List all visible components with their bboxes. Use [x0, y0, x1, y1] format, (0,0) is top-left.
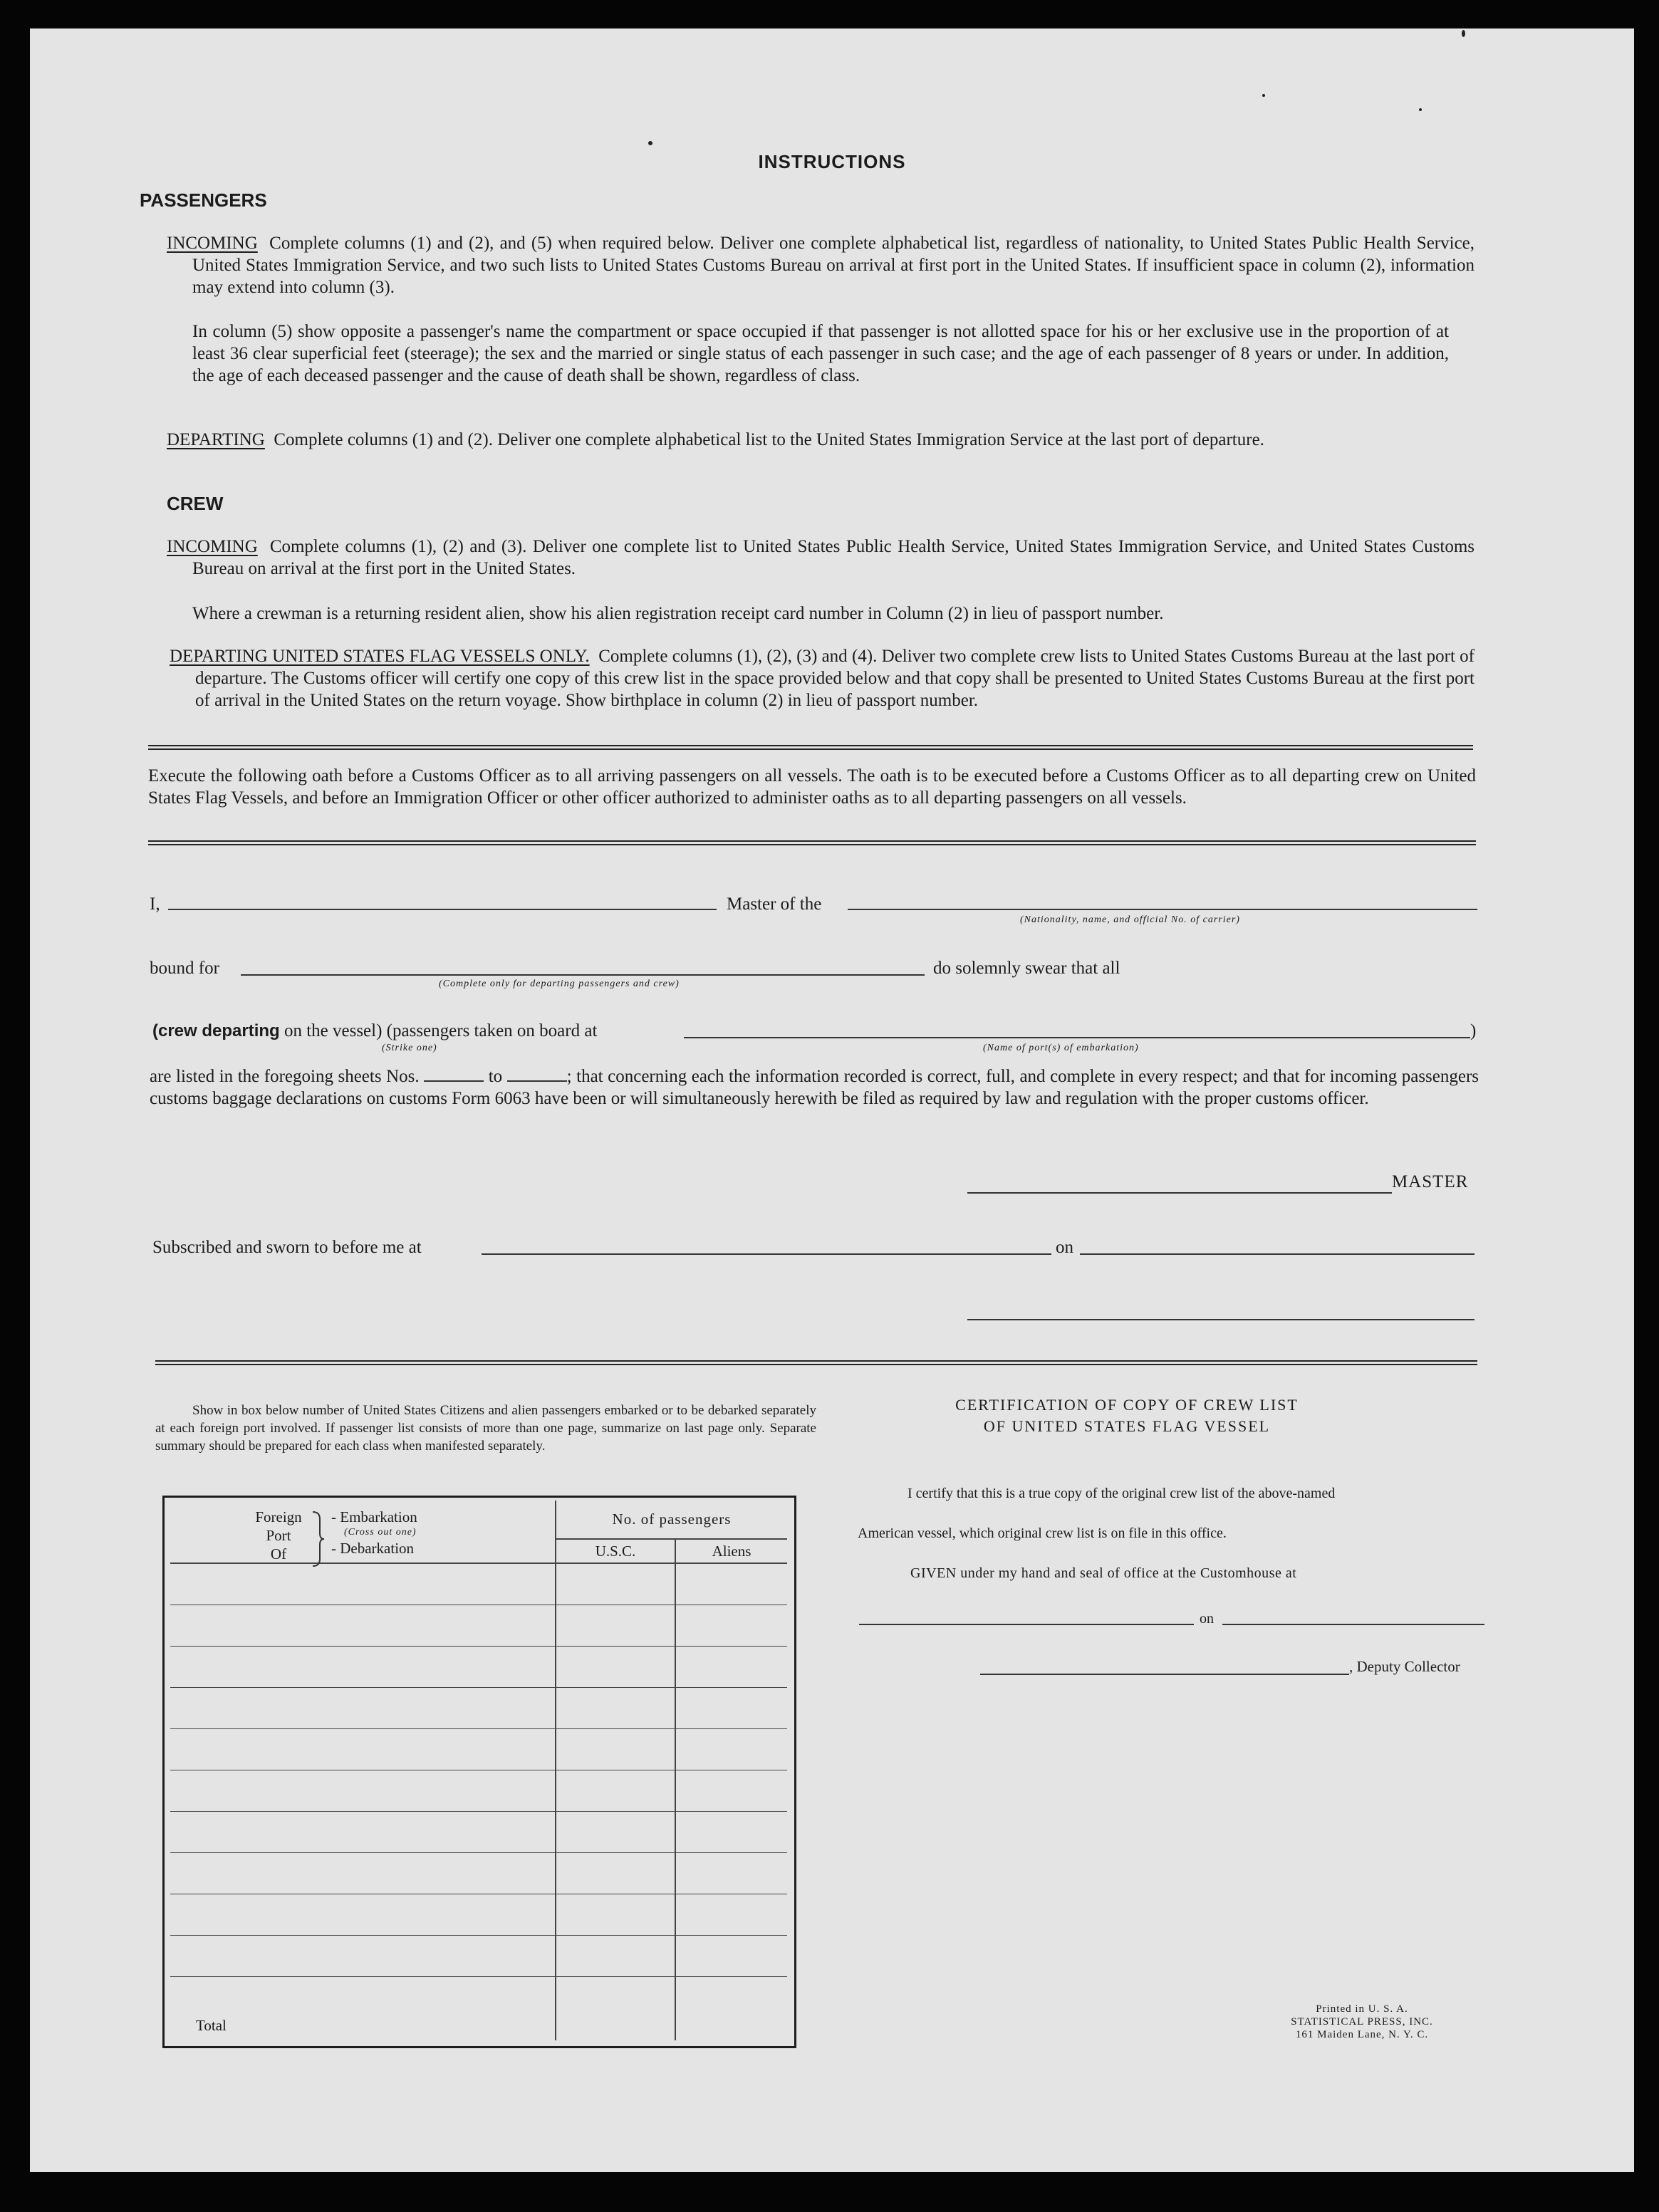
listed-suffix: ; that concerning each the information recorded is correct, full, and complete in every respect; and that for incoming passengers customs baggage declarations on customs Form 6063 have been or will simultaneously herewith be filed as required by law and regulation with the proper customs officer.	[150, 1067, 1479, 1108]
oath-intro: Execute the following oath before a Customs Officer as to all arriving passengers on all vessels. The oath is to be executed before a Customs Officer as to all departing crew on United States Flag Vessels, and before an Immigration Officer or other officer authorized to administer oaths as to all departing passengers on all vessels.	[148, 766, 1476, 808]
deputy-collector-label: , Deputy Collector	[1349, 1658, 1460, 1675]
usc-header: U.S.C.	[556, 1539, 675, 1563]
crew-incoming-label: INCOMING	[167, 537, 258, 556]
embarkation-option[interactable]: - Embarkation	[331, 1508, 417, 1525]
certification-date-field[interactable]	[1222, 1624, 1484, 1625]
complete-only-caption: (Complete only for departing passengers and crew)	[439, 979, 680, 989]
printer-imprint	[1269, 2003, 1455, 2041]
sworn-place-field[interactable]	[482, 1253, 1051, 1255]
to-word: to	[488, 1067, 503, 1086]
cross-out-caption: (Cross out one)	[344, 1527, 417, 1538]
section-divider	[155, 1360, 1477, 1365]
i-label: I,	[150, 894, 160, 914]
dust-speck	[1462, 30, 1465, 37]
foreign-label: Foreign	[255, 1508, 302, 1525]
table-row	[170, 1811, 787, 1852]
aliens-cell[interactable]	[675, 1852, 787, 1894]
port-cell[interactable]	[170, 1687, 556, 1728]
passenger-summary-box	[162, 1496, 796, 2048]
sworn-date-field[interactable]	[1080, 1253, 1475, 1255]
crew-departing-option[interactable]: (crew departing	[152, 1021, 280, 1040]
usc-cell[interactable]	[556, 1605, 675, 1646]
usc-total-cell[interactable]	[556, 1976, 675, 2040]
port-cell[interactable]	[170, 1605, 556, 1646]
table-row	[170, 1563, 787, 1605]
crew-heading: CREW	[167, 493, 224, 514]
port-cell[interactable]	[170, 1852, 556, 1894]
usc-cell[interactable]	[556, 1894, 675, 1935]
aliens-cell[interactable]	[675, 1563, 787, 1605]
brace-icon	[311, 1511, 326, 1567]
usc-cell[interactable]	[556, 1770, 675, 1811]
port-cell[interactable]	[170, 1935, 556, 1976]
passengers-incoming-paragraph	[167, 232, 1475, 298]
table-row	[170, 1894, 787, 1935]
certification-title-line2: OF UNITED STATES FLAG VESSEL	[983, 1417, 1271, 1435]
foreign-port-header	[170, 1501, 556, 1563]
table-row	[170, 1605, 787, 1646]
total-row	[170, 1976, 787, 2040]
port-cell[interactable]	[170, 1811, 556, 1852]
aliens-cell[interactable]	[675, 1605, 787, 1646]
carrier-field[interactable]	[848, 909, 1477, 910]
ports-caption: (Name of port(s) of embarkation)	[983, 1043, 1139, 1053]
crew-incoming-paragraph	[167, 536, 1475, 580]
table-row	[170, 1935, 787, 1976]
certification-title-line1: CERTIFICATION OF COPY OF CREW LIST	[955, 1396, 1299, 1414]
nationality-caption: (Nationality, name, and official No. of carrier)	[1020, 914, 1240, 925]
usc-cell[interactable]	[556, 1728, 675, 1770]
flag-vessels-label: DEPARTING UNITED STATES FLAG VESSELS ONLY.	[170, 647, 590, 666]
close-paren: )	[1470, 1021, 1477, 1040]
master-label: MASTER	[1392, 1172, 1469, 1191]
of-label: Of	[270, 1545, 287, 1563]
dust-speck	[648, 141, 652, 145]
debarkation-option[interactable]: - Debarkation	[331, 1540, 415, 1557]
given-text: GIVEN under my hand and seal of office at the Customhouse at	[910, 1565, 1297, 1581]
table-row	[170, 1646, 787, 1687]
section-divider	[148, 745, 1473, 750]
incoming-text: Complete columns (1) and (2), and (5) when required below. Deliver one complete alphabetical list, regardless of nationality, to United States Public Health Service, United States Immigration Service, and two such lists to United States Customs Bureau on arrival at first port in the United States. If insufficient space in column (2), information may extend into column (3).	[192, 234, 1475, 297]
sheet-to-field[interactable]	[507, 1080, 567, 1082]
summary-instruction: Show in box below number of United States Citizens and alien passengers embarked or to be debarked separately at each foreign port involved. If passenger list consists of more than one page, summarize on last page only. Separate summary should be prepared for each class when manifested separately.	[155, 1403, 816, 1454]
certify-line1: I certify that this is a true copy of the original crew list of the above-named	[907, 1486, 1336, 1501]
table-row	[170, 1687, 787, 1728]
customhouse-field[interactable]	[859, 1624, 1194, 1625]
bound-for-label: bound for	[150, 959, 219, 978]
master-name-field[interactable]	[168, 909, 717, 910]
aliens-cell[interactable]	[675, 1728, 787, 1770]
sheets-statement	[150, 1065, 1479, 1110]
port-label: Port	[266, 1527, 291, 1544]
solemnly-swear-text: do solemnly swear that all	[933, 959, 1120, 978]
port-cell[interactable]	[170, 1770, 556, 1811]
port-cell[interactable]	[170, 1894, 556, 1935]
usc-cell[interactable]	[556, 1852, 675, 1894]
sworn-on-label: on	[1056, 1238, 1073, 1257]
strike-one-caption: (Strike one)	[382, 1043, 437, 1053]
on-the-vessel-text: on the vessel)	[284, 1021, 383, 1040]
passengers-heading: PASSENGERS	[140, 189, 267, 211]
passengers-departing-paragraph	[167, 429, 1475, 451]
usc-cell[interactable]	[556, 1646, 675, 1687]
sheet-from-field[interactable]	[424, 1080, 484, 1082]
destination-field[interactable]	[241, 974, 925, 976]
crewman-paragraph: Where a crewman is a returning resident alien, show his alien registration receipt card number in Column (2) in lieu of passport number.	[192, 604, 1164, 623]
instructions-title: INSTRUCTIONS	[758, 151, 906, 172]
flag-vessels-paragraph	[170, 645, 1475, 711]
section-divider	[148, 840, 1476, 845]
incoming-label: INCOMING	[167, 234, 258, 253]
usc-cell[interactable]	[556, 1563, 675, 1605]
aliens-cell[interactable]	[675, 1687, 787, 1728]
port-cell[interactable]	[170, 1728, 556, 1770]
crew-incoming-text: Complete columns (1), (2) and (3). Deliver one complete list to United States Public Health Service, United States Immigration Service, and United States Customs Bureau on arrival at the first port in the United States.	[192, 537, 1475, 578]
certify-line2: American vessel, which original crew list is on file in this office.	[858, 1525, 1227, 1541]
officer-signature-field[interactable]	[967, 1319, 1475, 1320]
imprint-line2: STATISTICAL PRESS, INC.	[1291, 2016, 1433, 2028]
departing-text: Complete columns (1) and (2). Deliver one complete alphabetical list to the United States Immigration Service at the last port of departure.	[274, 430, 1264, 449]
imprint-line3: 161 Maiden Lane, N. Y. C.	[1295, 2029, 1429, 2040]
usc-cell[interactable]	[556, 1811, 675, 1852]
aliens-cell[interactable]	[675, 1811, 787, 1852]
table-row	[170, 1770, 787, 1811]
flag-vessels-text: Complete columns (1), (2), (3) and (4). Deliver two complete crew lists to United States Customs Bureau at the last port of departure. The Customs officer will certify one copy of this crew list in the space provided below and that copy shall be presented to United States Customs Bureau at the first port of arrival in the United States on the return voyage. Show birthplace in column (2) in lieu of passport number.	[195, 647, 1475, 710]
subscribed-label: Subscribed and sworn to before me at	[152, 1238, 422, 1257]
imprint-line1: Printed in U. S. A.	[1316, 2003, 1408, 2015]
column5-paragraph: In column (5) show opposite a passenger's name the compartment or space occupied if that passenger is not allotted space for his or her exclusive use in the proportion of at least 36 clear superficial feet (steerage); the sex and the married or single status of each passenger in such case; and the age of each passenger of 8 years or under. In addition, the age of each deceased passenger and the cause of death shall be shown, regardless of class.	[192, 322, 1449, 385]
port-cell[interactable]	[170, 1646, 556, 1687]
aliens-cell[interactable]	[675, 1894, 787, 1935]
departing-label: DEPARTING	[167, 430, 265, 449]
passengers-taken-option[interactable]: (passengers taken on board at	[386, 1021, 598, 1040]
dust-speck	[1419, 108, 1422, 111]
certification-title	[856, 1394, 1398, 1437]
no-of-passengers-header: No. of passengers	[556, 1501, 787, 1539]
master-signature-field[interactable]	[967, 1192, 1392, 1194]
embarkation-ports-field[interactable]	[684, 1037, 1470, 1038]
listed-prefix: are listed in the foregoing sheets Nos.	[150, 1067, 420, 1086]
certification-on-label: on	[1200, 1611, 1214, 1627]
port-cell[interactable]	[170, 1563, 556, 1605]
master-of-the-label: Master of the	[727, 894, 822, 914]
usc-cell[interactable]	[556, 1935, 675, 1976]
usc-cell[interactable]	[556, 1687, 675, 1728]
deputy-collector-signature-field[interactable]	[980, 1674, 1349, 1675]
form-sheet	[30, 28, 1634, 2172]
aliens-cell[interactable]	[675, 1646, 787, 1687]
aliens-cell[interactable]	[675, 1770, 787, 1811]
table-row	[170, 1728, 787, 1770]
dust-speck	[1262, 94, 1265, 97]
aliens-total-cell[interactable]	[675, 1976, 787, 2040]
aliens-cell[interactable]	[675, 1935, 787, 1976]
aliens-header: Aliens	[675, 1539, 787, 1563]
strike-one-line	[152, 1021, 597, 1041]
table-row	[170, 1852, 787, 1894]
total-label: Total	[170, 1976, 556, 2040]
